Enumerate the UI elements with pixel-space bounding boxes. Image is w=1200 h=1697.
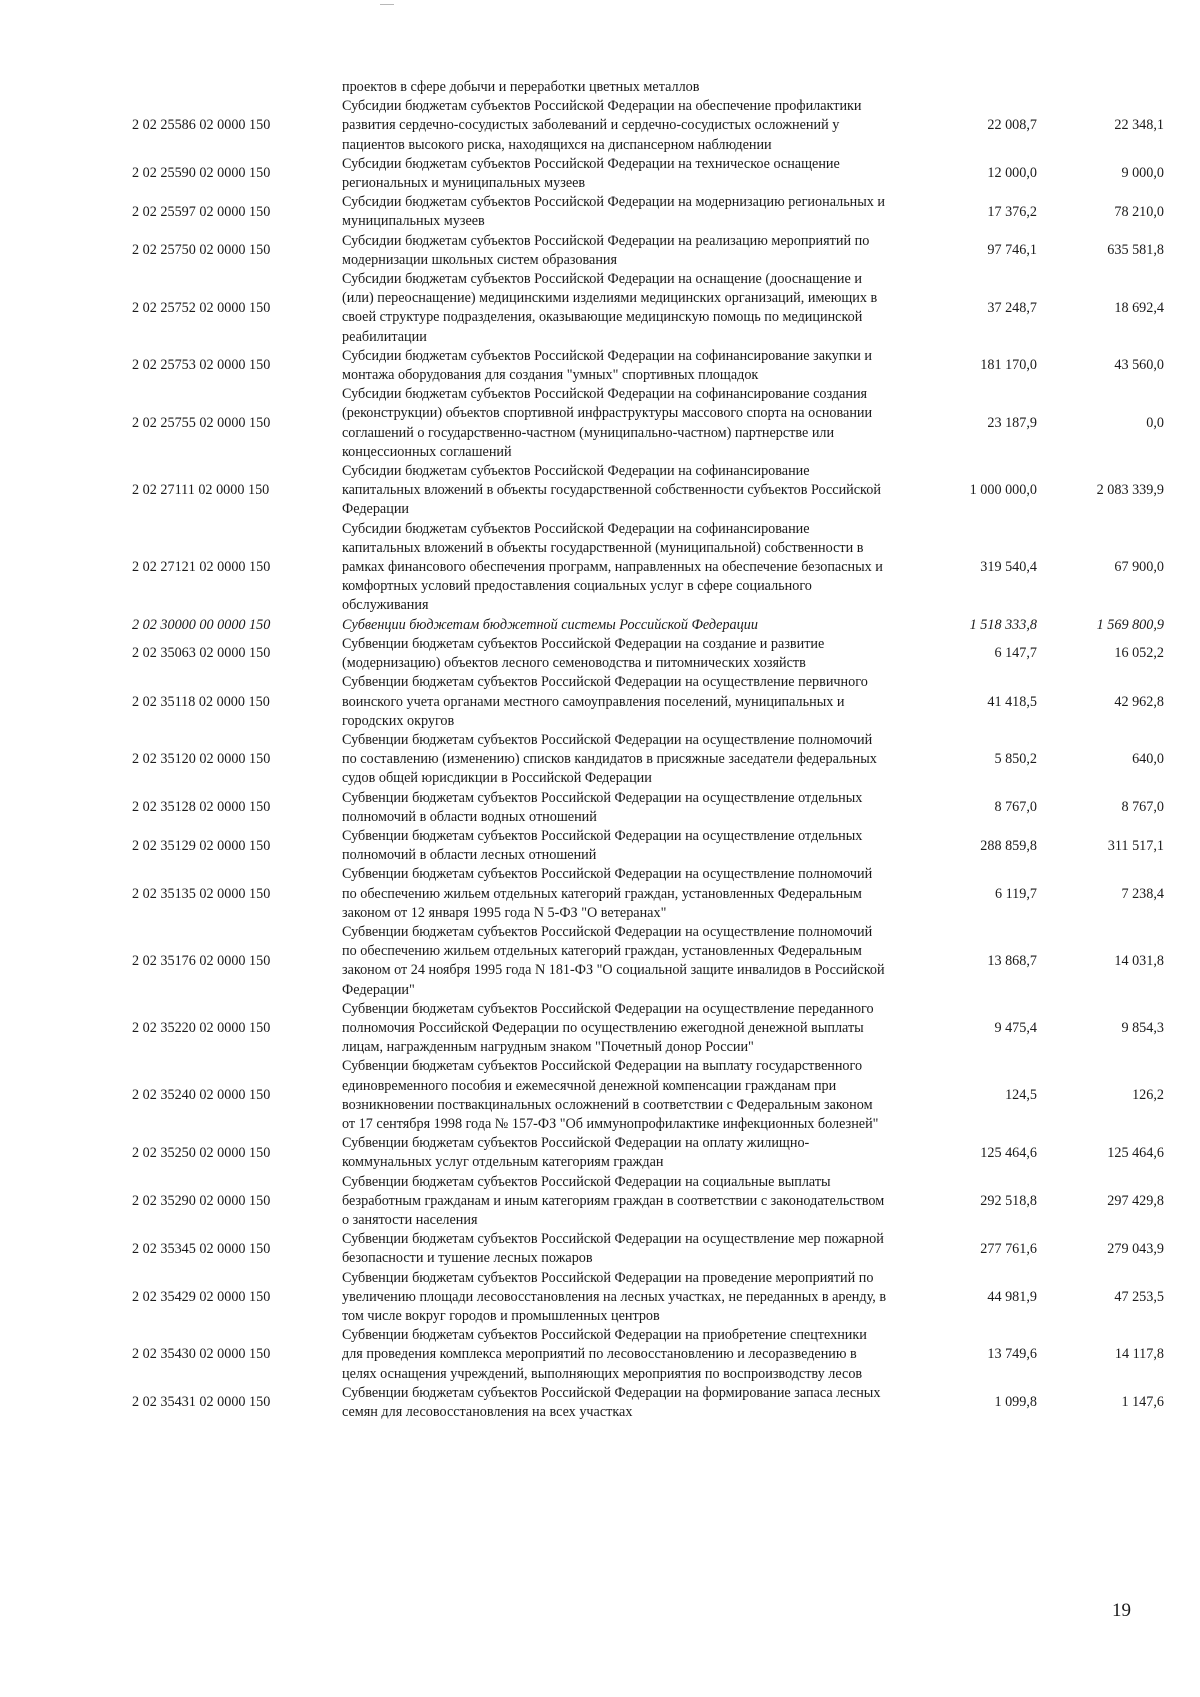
name-cell: Субсидии бюджетам субъектов Российской Федерации на реализацию мероприятий по модернизации школьных систем образования: [342, 232, 870, 268]
value-cell-1: 41 418,5: [987, 693, 1037, 710]
table-row: [118, 347, 1168, 385]
table-row: [118, 1230, 1168, 1268]
name-cell: Субвенции бюджетам субъектов Российской Федерации на осуществление полномочий по составлению (изменению) списков кандидатов в присяжные заседатели федеральных судов общей юрисдикции в Российской Федерации: [342, 731, 877, 787]
name-cell: Субвенции бюджетам субъектов Российской Федерации на осуществление отдельных полномочий в области водных отношений: [342, 789, 863, 825]
value-cell-2: 16 052,2: [1114, 645, 1164, 662]
code-cell: 2 02 27121 02 0000 150: [132, 559, 271, 576]
budget-revenue-table: [118, 78, 1168, 1422]
table-row-continuation: [118, 78, 1168, 97]
value-cell-2: 9 854,3: [1121, 1019, 1164, 1036]
name-cell: проектов в сфере добычи и переработки цветных металлов: [342, 79, 700, 95]
value-cell-2: 297 429,8: [1107, 1192, 1164, 1209]
value-cell-1: 6 147,7: [994, 645, 1037, 662]
name-cell: Субвенции бюджетам субъектов Российской Федерации на социальные выплаты безработным гражданам и иным категориям граждан в соответствии с законодательством о занятости населения: [342, 1173, 885, 1228]
name-cell: Субвенции бюджетам субъектов Российской Федерации на осуществление отдельных полномочий в области лесных отношений: [342, 827, 863, 864]
name-cell: Субсидии бюджетам субъектов Российской Федерации на софинансирование закупки и монтажа оборудования для создания "умных" спортивных площадок: [342, 347, 872, 384]
page-number: 19: [1112, 1600, 1131, 1621]
scan-artifact: [380, 4, 394, 5]
value-cell-1: 13 868,7: [987, 952, 1037, 969]
value-cell-2: 8 767,0: [1121, 799, 1164, 816]
value-cell-2: 7 238,4: [1121, 885, 1164, 902]
value-cell-1: 288 859,8: [980, 837, 1037, 854]
table-row: [118, 827, 1168, 865]
name-cell: Субвенции бюджетам субъектов Российской Федерации на приобретение спецтехники для проведения комплекса мероприятий по лесовосстановлению и лесоразведению в целях оснащения учреждений, выполняющих мероприятия по воспроизводству лесов: [342, 1327, 867, 1382]
table-row: [118, 1173, 1168, 1231]
table-row: [118, 1384, 1168, 1422]
value-cell-1: 181 170,0: [980, 357, 1037, 374]
table-row: [118, 635, 1168, 673]
name-cell: Субсидии бюджетам субъектов Российской Федерации на модернизацию региональных и муниципальных музеев: [342, 194, 886, 230]
table-row: [118, 789, 1168, 827]
value-cell-2: 640,0: [1132, 751, 1164, 768]
value-cell-2: 42 962,8: [1114, 693, 1164, 710]
value-cell-2: 125 464,6: [1107, 1144, 1164, 1161]
value-cell-2: 635 581,8: [1107, 242, 1164, 259]
table-row: [118, 731, 1168, 789]
name-cell: Субвенции бюджетам субъектов Российской Федерации на проведение мероприятий по увеличению площади лесовосстановления на лесных участках, не переданных в аренду, в том числе вокруг городов и промышленных центров: [342, 1269, 887, 1324]
name-cell: Субсидии бюджетам субъектов Российской Федерации на оснащение (дооснащение и (или) переоснащение) медицинскими изделиями медицинских организаций, имеющих в своей структуре подразделения, оказывающие медицинскую помощь по медицинской реабилитации: [342, 271, 878, 345]
code-cell: 2 02 35135 02 0000 150: [132, 885, 271, 902]
name-cell: Субсидии бюджетам субъектов Российской Федерации на софинансирование создания (реконструкции) объектов спортивной инфраструктуры массового спорта на основании соглашений о государственно-частном (муниципально-частном) партнерстве или концессионных соглашений: [342, 386, 873, 460]
table-row: [118, 155, 1168, 193]
name-cell: Субвенции бюджетам бюджетной системы Российской Федерации: [342, 616, 758, 633]
value-cell-2: 311 517,1: [1107, 837, 1164, 854]
value-cell-2: 2 083 339,9: [1096, 482, 1164, 499]
table-body: [118, 78, 1168, 1422]
name-cell: Субвенции бюджетам субъектов Российской Федерации на выплату государственного единовременного пособия и ежемесячной денежной компенсации гражданам при возникновении поствакцинальных осложнений в соответствии с Федеральным законом от 17 сентября 1998 года № 157-ФЗ "Об иммунопрофилактике инфекционных болезней": [342, 1058, 879, 1132]
value-cell-1: 12 000,0: [987, 165, 1037, 182]
code-cell: 2 02 35176 02 0000 150: [132, 952, 271, 969]
table-row: [118, 232, 1168, 270]
name-cell: Субвенции бюджетам субъектов Российской Федерации на формирование запаса лесных семян для лесовосстановления на всех участках: [342, 1384, 881, 1421]
table-row: [118, 1134, 1168, 1172]
value-cell-1: 1 099,8: [994, 1394, 1037, 1411]
code-cell: 2 02 35118 02 0000 150: [132, 693, 270, 710]
value-cell-1: 37 248,7: [987, 299, 1037, 316]
code-cell: 2 02 25755 02 0000 150: [132, 415, 271, 432]
code-cell: 2 02 25750 02 0000 150: [132, 242, 271, 259]
table-row: [118, 1269, 1168, 1327]
table-row: [118, 1000, 1168, 1058]
value-cell-2: 22 348,1: [1114, 117, 1164, 134]
value-cell-1: 1 000 000,0: [969, 482, 1037, 499]
value-cell-2: 9 000,0: [1121, 165, 1164, 182]
value-cell-1: [888, 78, 1043, 97]
value-cell-2: 279 043,9: [1107, 1240, 1164, 1257]
table-row: [118, 673, 1168, 731]
code-cell: 2 02 35430 02 0000 150: [132, 1346, 271, 1363]
table-row: [118, 616, 1168, 635]
value-cell-2: 14 031,8: [1114, 952, 1164, 969]
code-cell: 2 02 35129 02 0000 150: [132, 837, 271, 854]
name-cell: Субсидии бюджетам субъектов Российской Федерации на техническое оснащение региональных и муниципальных музеев: [342, 155, 840, 192]
code-cell: 2 02 35345 02 0000 150: [132, 1240, 271, 1257]
table-row: [118, 1326, 1168, 1384]
code-cell: 2 02 35240 02 0000 150: [132, 1087, 271, 1104]
value-cell-1: 97 746,1: [987, 242, 1037, 259]
code-cell: 2 02 35290 02 0000 150: [132, 1192, 271, 1209]
code-cell: 2 02 35063 02 0000 150: [132, 645, 271, 662]
code-cell: 2 02 35120 02 0000 150: [132, 751, 271, 768]
value-cell-1: 292 518,8: [980, 1192, 1037, 1209]
value-cell-1: 22 008,7: [987, 117, 1037, 134]
name-cell: Субсидии бюджетам субъектов Российской Федерации на софинансирование капитальных вложений в объекты государственной (муниципальной) собственности в рамках финансового обеспечения программ, направленных на обеспечение безопасных и комфортных условий предоставления социальных услуг в сфере социального обслуживания: [342, 520, 883, 614]
code-cell: 2 02 35128 02 0000 150: [132, 799, 271, 816]
name-cell: Субвенции бюджетам субъектов Российской Федерации на осуществление первичного воинского учета органами местного самоуправления поселений, муниципальных и городских округов: [342, 674, 868, 729]
code-cell: 2 02 27111 02 0000 150: [132, 482, 270, 499]
name-cell: Субвенции бюджетам субъектов Российской Федерации на оплату жилищно-коммунальных услуг отдельным категориям граждан: [342, 1135, 810, 1171]
table-row: [118, 865, 1168, 923]
value-cell-1: 13 749,6: [987, 1346, 1037, 1363]
value-cell-1: 319 540,4: [980, 559, 1037, 576]
name-cell: Субвенции бюджетам субъектов Российской Федерации на осуществление полномочий по обеспечению жильем отдельных категорий граждан, установленных Федеральным законом от 24 ноября 1995 года N 181-ФЗ "О социальной защите инвалидов в Российской Федерации": [342, 923, 885, 998]
code-cell: 2 02 25597 02 0000 150: [132, 203, 271, 220]
code-cell: 2 02 30000 00 0000 150: [132, 616, 271, 633]
value-cell-2: 1 147,6: [1121, 1394, 1164, 1411]
value-cell-2: 126,2: [1132, 1087, 1164, 1104]
value-cell-1: 8 767,0: [994, 799, 1037, 816]
value-cell-1: 5 850,2: [994, 751, 1037, 768]
name-cell: Субвенции бюджетам субъектов Российской Федерации на осуществление полномочий по обеспечению жильем отдельных категорий граждан, установленных Федеральным законом от 12 января 1995 года N 5-ФЗ "О ветеранах": [342, 866, 873, 921]
code-cell: 2 02 25590 02 0000 150: [132, 165, 271, 182]
value-cell-2: 67 900,0: [1114, 559, 1164, 576]
table-row: [118, 193, 1168, 231]
value-cell-1: 44 981,9: [987, 1288, 1037, 1305]
table-row: [118, 520, 1168, 616]
table-row: [118, 462, 1168, 520]
value-cell-1: 9 475,4: [994, 1019, 1037, 1036]
code-cell: 2 02 25753 02 0000 150: [132, 357, 271, 374]
table-row: [118, 385, 1168, 462]
table-row: [118, 1057, 1168, 1134]
code-cell: 2 02 25752 02 0000 150: [132, 299, 271, 316]
table-row: [118, 923, 1168, 1000]
value-cell-1: 277 761,6: [980, 1240, 1037, 1257]
value-cell-1: 17 376,2: [987, 203, 1037, 220]
value-cell-1: 23 187,9: [987, 415, 1037, 432]
value-cell-2: 78 210,0: [1114, 203, 1164, 220]
table-row: [118, 97, 1168, 155]
name-cell: Субвенции бюджетам субъектов Российской Федерации на осуществление мер пожарной безопасности и тушение лесных пожаров: [342, 1231, 884, 1267]
value-cell-2: [1043, 78, 1168, 97]
code-cell: [118, 78, 338, 97]
value-cell-2: 14 117,8: [1114, 1346, 1164, 1363]
code-cell: 2 02 35250 02 0000 150: [132, 1144, 271, 1161]
table-row: [118, 270, 1168, 347]
value-cell-1: 125 464,6: [980, 1144, 1037, 1161]
value-cell-2: 1 569 800,9: [1096, 616, 1164, 633]
name-cell: Субвенции бюджетам субъектов Российской Федерации на создание и развитие (модернизацию) объектов лесного семеноводства и питомнических хозяйств: [342, 635, 825, 672]
name-cell: Субсидии бюджетам субъектов Российской Федерации на обеспечение профилактики развития сердечно-сосудистых заболеваний и сердечно-сосудистых осложнений у пациентов высокого риска, находящихся на диспансерном наблюдении: [342, 98, 862, 153]
value-cell-1: 1 518 333,8: [969, 616, 1037, 633]
name-cell: Субсидии бюджетам субъектов Российской Федерации на софинансирование капитальных вложений в объекты государственной собственности субъектов Российской Федерации: [342, 463, 881, 518]
value-cell-2: 18 692,4: [1114, 299, 1164, 316]
code-cell: 2 02 35429 02 0000 150: [132, 1288, 271, 1305]
value-cell-2: 47 253,5: [1114, 1288, 1164, 1305]
code-cell: 2 02 35431 02 0000 150: [132, 1394, 271, 1411]
name-cell: Субвенции бюджетам субъектов Российской Федерации на осуществление переданного полномочия Российской Федерации по осуществлению ежегодной денежной выплаты лицам, награжденным нагрудным знаком "Почетный донор России": [342, 1000, 874, 1056]
value-cell-2: 43 560,0: [1114, 357, 1164, 374]
value-cell-1: 124,5: [1005, 1087, 1037, 1104]
code-cell: 2 02 25586 02 0000 150: [132, 117, 271, 134]
value-cell-1: 6 119,7: [994, 885, 1037, 902]
code-cell: 2 02 35220 02 0000 150: [132, 1019, 271, 1036]
value-cell-2: 0,0: [1146, 415, 1164, 432]
